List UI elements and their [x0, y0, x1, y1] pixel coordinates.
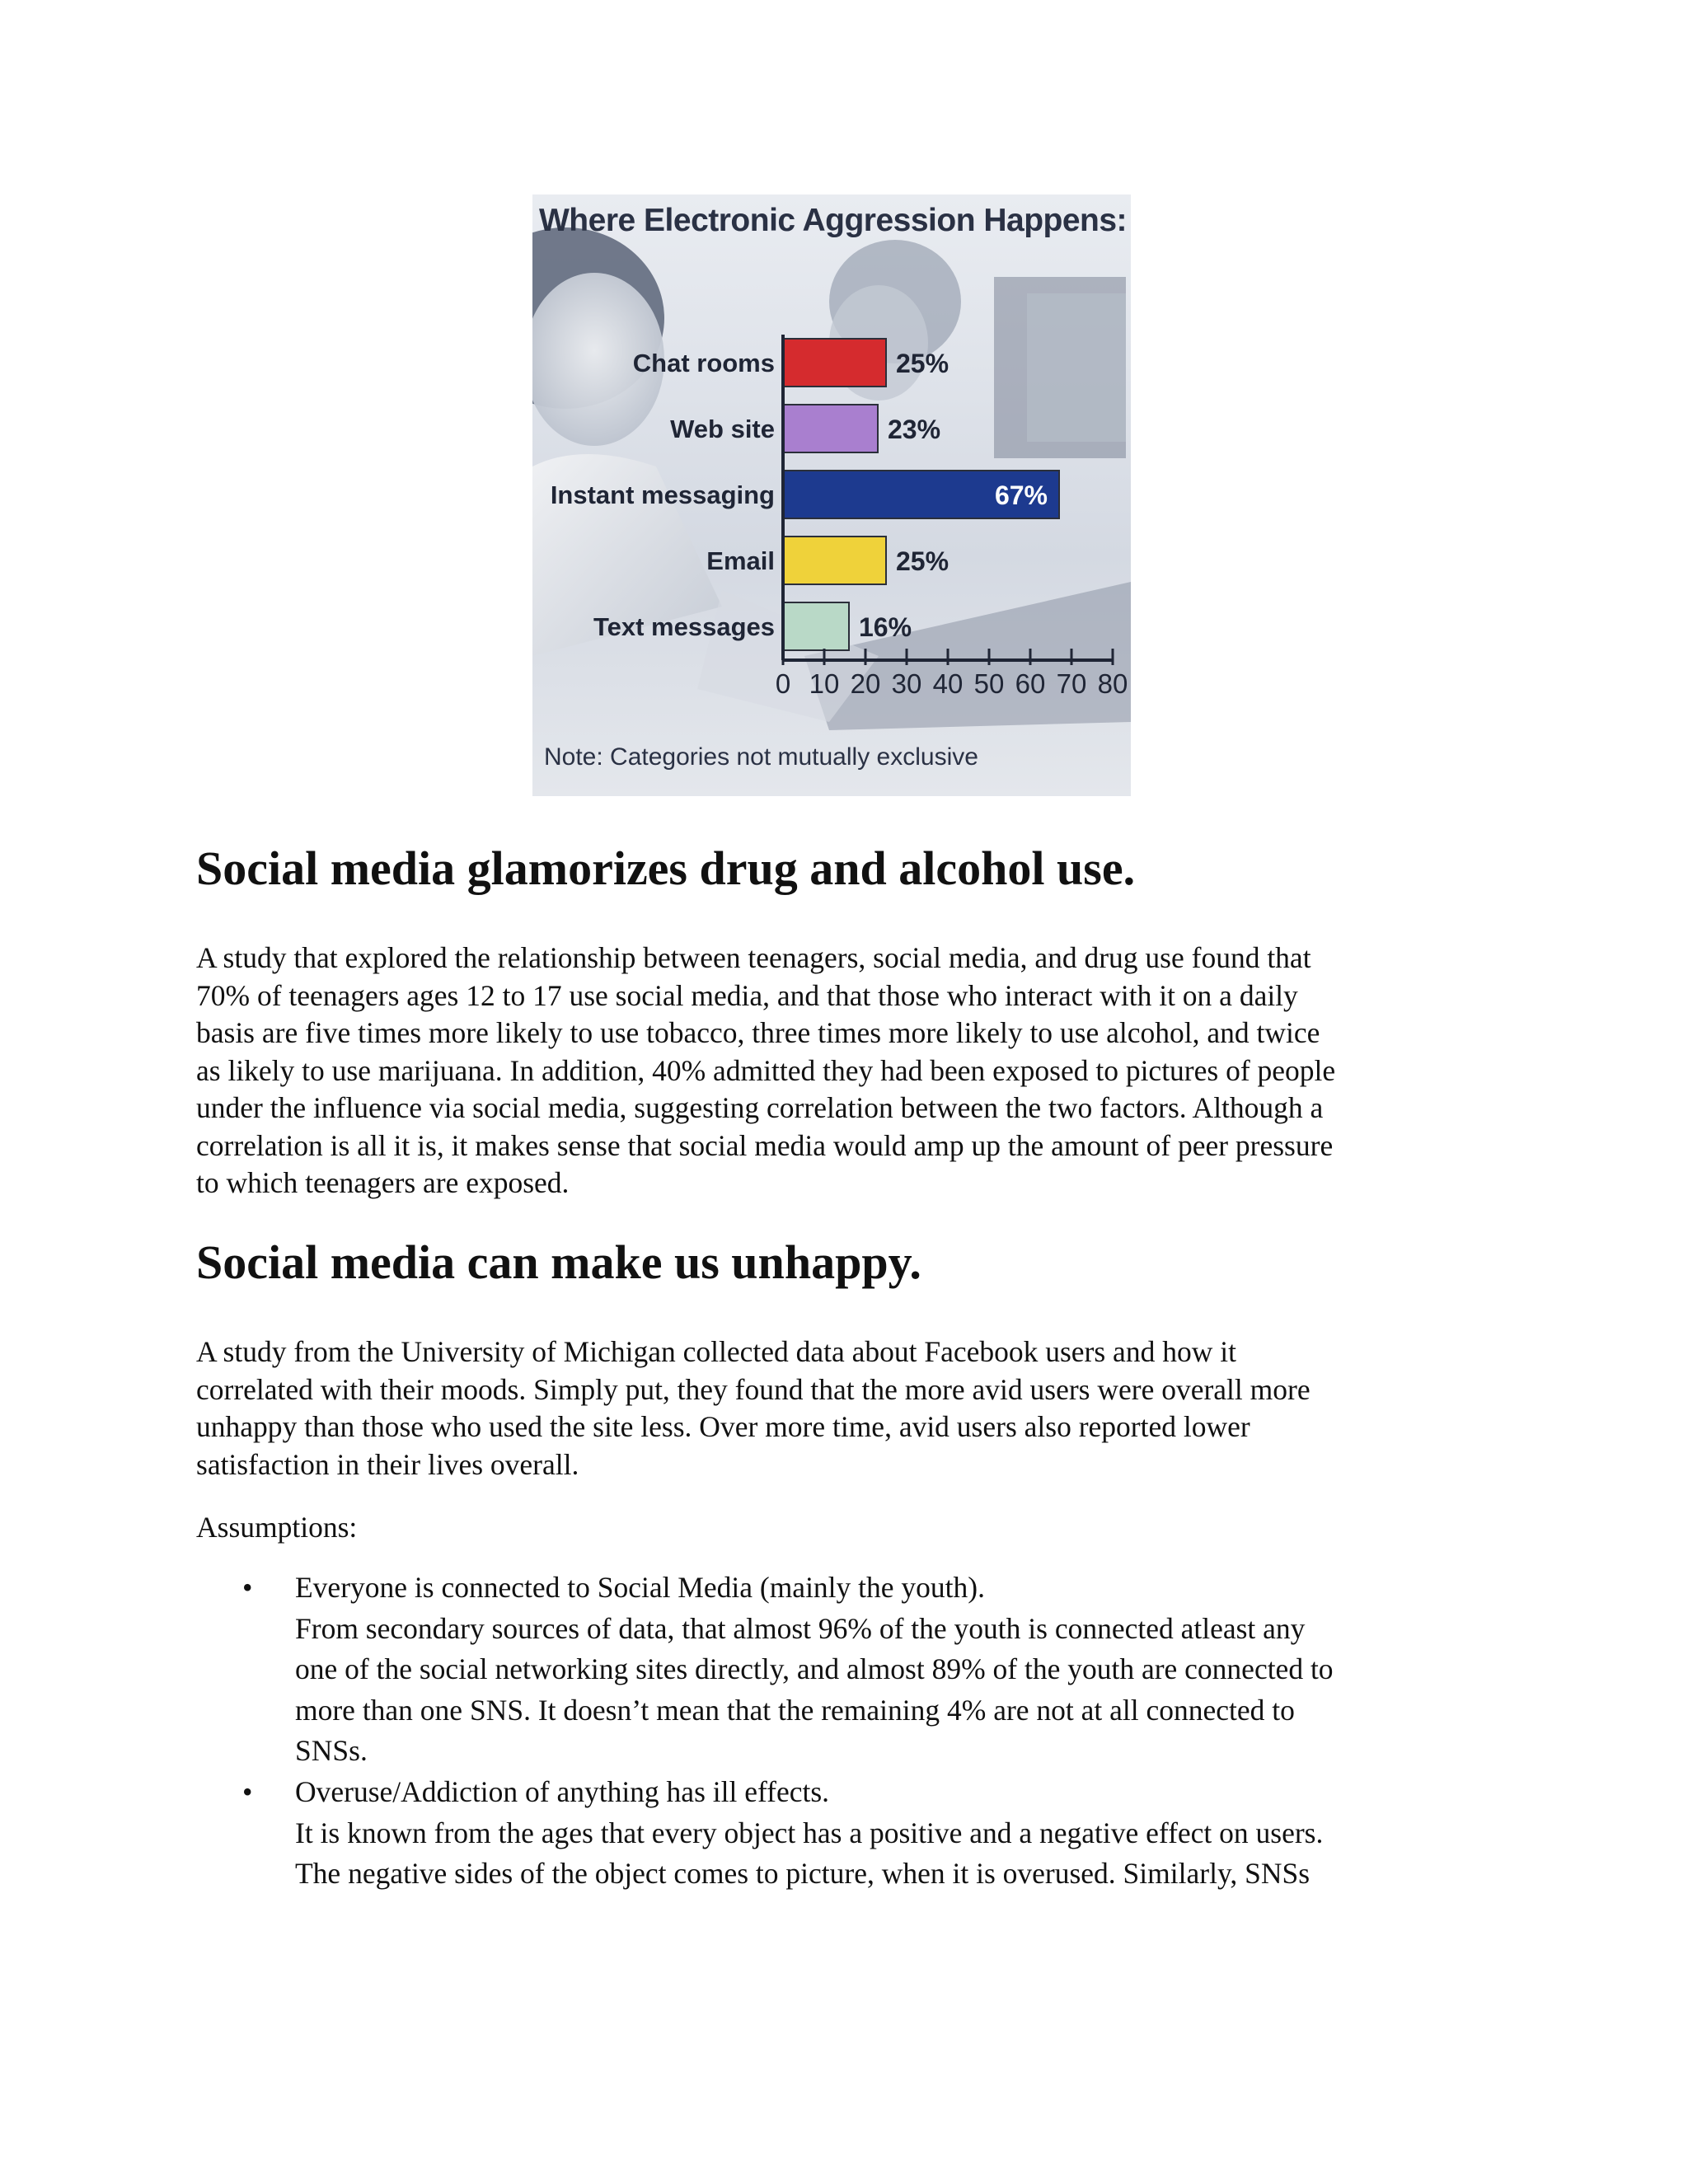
bar: [783, 602, 849, 650]
data-label: 25%: [896, 546, 950, 576]
section2-heading: Social media can make us unhappy.: [196, 1235, 921, 1289]
category-label: Text messages: [593, 612, 775, 641]
x-tick-label: 0: [775, 668, 791, 699]
data-label: 16%: [859, 612, 912, 642]
electronic-aggression-figure: [532, 194, 1131, 796]
section1-line: as likely to use marijuana. In addition, 40% admitted they had been exposed to pictures of people: [196, 1053, 1336, 1087]
section2-line: satisfaction in their lives overall.: [196, 1447, 579, 1481]
assumption-detail-line: SNSs.: [295, 1734, 368, 1768]
figure-title: Where Electronic Aggression Happens:: [539, 203, 1128, 238]
category-label: Instant messaging: [550, 480, 775, 509]
section1-line: 70% of teenagers ages 12 to 17 use social media, and that those who interact with it on a daily: [196, 978, 1298, 1012]
x-tick-label: 50: [973, 668, 1005, 699]
section1-line: basis are five times more likely to use tobacco, three times more likely to use alcohol, and twice: [196, 1016, 1320, 1049]
assumption-detail-line: one of the social networking sites directly, and almost 89% of the youth are connected to: [295, 1652, 1334, 1686]
x-tick-label: 20: [850, 668, 881, 699]
category-label: Web site: [670, 415, 775, 443]
assumption-title: Overuse/Addiction of anything has ill effects.: [295, 1774, 830, 1808]
section1-line: to which teenagers are exposed.: [196, 1166, 570, 1199]
assumption-detail-line: The negative sides of the object comes to picture, when it is overused. Similarly, SNSs: [295, 1857, 1311, 1891]
x-tick-label: 40: [932, 668, 964, 699]
section2-paragraph: [196, 1333, 1482, 1483]
section1-line: under the influence via social media, suggesting correlation between the two factors. Although a: [196, 1091, 1324, 1124]
x-tick-label: 80: [1097, 668, 1128, 699]
data-label: 23%: [888, 415, 941, 444]
bar: [783, 405, 878, 452]
x-tick-label: 60: [1015, 668, 1046, 699]
x-tick-label: 70: [1056, 668, 1087, 699]
section2-line: correlated with their moods. Simply put, they found that the more avid users were overall more: [196, 1372, 1311, 1406]
assumption-title: Everyone is connected to Social Media (mainly the youth).: [295, 1571, 985, 1604]
assumptions-label: Assumptions:: [196, 1511, 358, 1544]
section1-heading: Social media glamorizes drug and alcohol use.: [196, 841, 1136, 895]
data-label: 25%: [896, 349, 950, 378]
category-label: Email: [706, 546, 775, 575]
section1-line: A study that explored the relationship between teenagers, social media, and drug use found that: [196, 941, 1311, 974]
x-tick-label: 30: [891, 668, 922, 699]
bar: [783, 339, 886, 387]
bullet-icon: •: [242, 1571, 253, 1604]
assumption-item: [196, 1568, 1515, 1772]
assumption-item: [196, 1772, 1515, 1895]
data-label: 67%: [994, 480, 1048, 510]
category-label: Chat rooms: [632, 349, 775, 377]
assumption-detail-line: From secondary sources of data, that almost 96% of the youth is connected atleast any: [295, 1611, 1306, 1645]
assumption-detail-line: more than one SNS. It doesn’t mean that the remaining 4% are not at all connected to: [295, 1693, 1295, 1727]
bullet-icon: •: [242, 1774, 253, 1808]
assumptions-list: [196, 1568, 1515, 1895]
bar: [783, 537, 886, 584]
figure-note: Note: Categories not mutually exclusive: [544, 743, 978, 771]
section1-line: correlation is all it is, it makes sense that social media would amp up the amount of peer pressure: [196, 1128, 1334, 1162]
section2-line: A study from the University of Michigan collected data about Facebook users and how it: [196, 1335, 1236, 1368]
bar-chart: [532, 194, 1131, 796]
section2-line: unhappy than those who used the site less. Over more time, avid users also reported lower: [196, 1410, 1250, 1443]
x-tick-label: 10: [809, 668, 840, 699]
assumption-detail-line: It is known from the ages that every object has a positive and a negative effect on users.: [295, 1816, 1324, 1849]
section1-paragraph: [196, 940, 1482, 1202]
